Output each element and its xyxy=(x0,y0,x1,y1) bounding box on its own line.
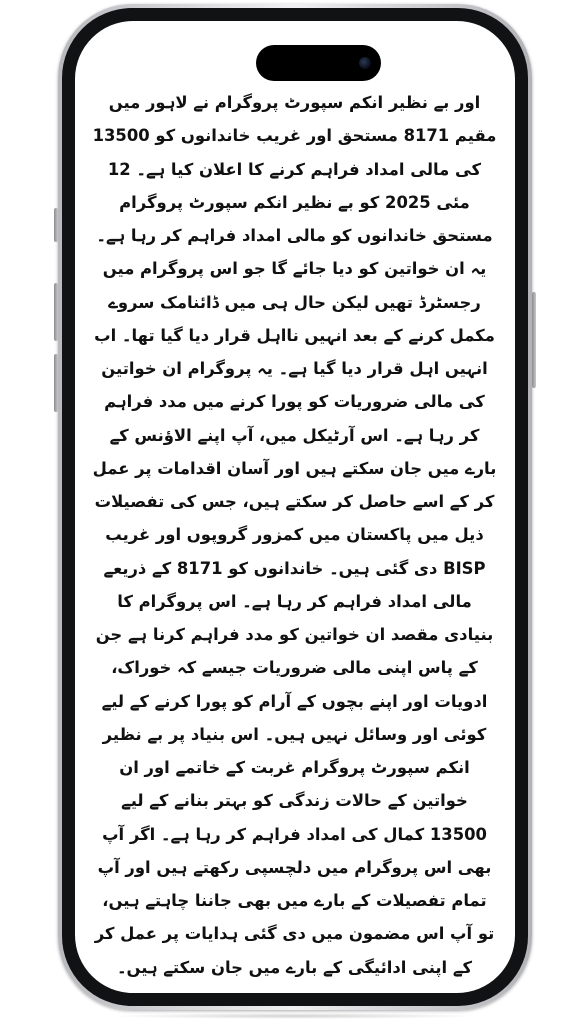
volume-up-button xyxy=(54,283,58,341)
action-button xyxy=(54,208,58,242)
volume-down-button xyxy=(54,354,58,412)
article-text: اور بے نظیر انکم سپورٹ پروگرام نے لاہور میں مقیم 8171 مستحق اور غریب خاندانوں کو 13500 کی مالی امداد فراہم کرنے کا اعلان کیا ہے۔ 12 مئی 2025 کو بے نظیر انکم سپورٹ پروگرام مستحق خاندانوں کو مالی امداد فراہم کر رہا ہے۔ یہ ان خواتین کو دیا جائے گا جو اس پروگرام میں رجسٹرڈ تھیں لیکن حال ہی میں ڈائنامک سروے مکمل کرنے کے بعد انہیں نااہل قرار دیا گیا تھا۔ اب انہیں اہل قرار دیا گیا ہے۔ یہ پروگرام ان خواتین کی مالی ضروریات کو پورا کرنے میں مدد فراہم کر رہا ہے۔ اس آرٹیکل میں، آپ اپنے الاؤنس کے بارے میں جان سکتے ہیں اور آسان اقدامات پر عمل کر کے اسے حاصل کر سکتے ہیں، جس کی تفصیلات ذیل میں پاکستان میں کمزور گروپوں اور غریب BISP دی گئی ہیں۔ خاندانوں کو 8171 کے ذریعے مالی امداد فراہم کر رہا ہے۔ اس پروگرام کا بنیادی مقصد ان خواتین کو مدد فراہم کرنا ہے جن کے پاس اپنی مالی ضروریات جیسے کہ خوراک، ادویات اور اپنے بچوں کے آرام کو پورا کرنے کے لیے کوئی اور وسائل نہیں ہیں۔ اس بنیاد پر بے نظیر انکم سپورٹ پروگرام غربت کے خاتمے اور ان خواتین کے حالات زندگی کو بہتر بنانے کے لیے 13500 کمال کی امداد فراہم کر رہا ہے۔ اگر آپ بھی اس پروگرام میں دلچسپی رکھتے ہیں اور آپ تمام تفصیلات کے بارے میں بھی جاننا چاہتے ہیں، تو آپ اس مضمون میں دی گئی ہدایات پر عمل کر کے اپنی ادائیگی کے بارے میں جان سکتے ہیں۔ xyxy=(92,93,497,977)
power-button xyxy=(532,292,536,388)
phone-shadow xyxy=(110,1013,480,1019)
camera-icon xyxy=(359,57,371,69)
